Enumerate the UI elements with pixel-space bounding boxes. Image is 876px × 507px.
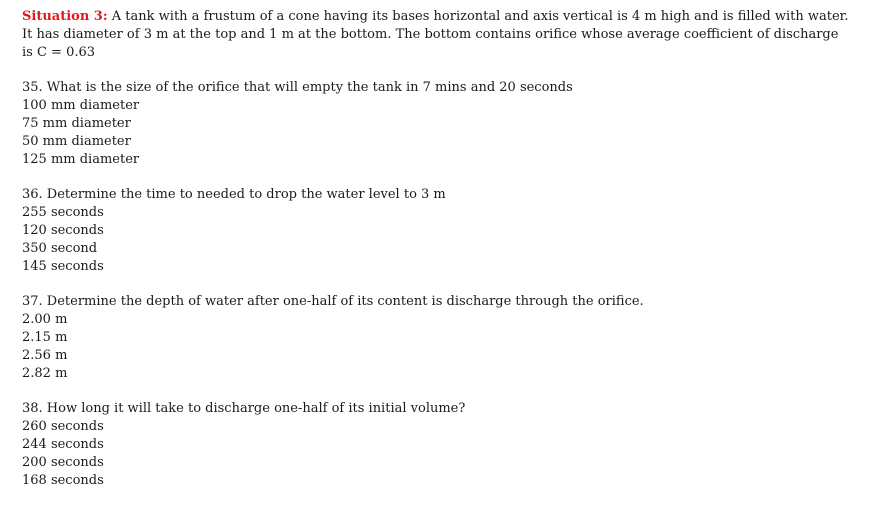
situation-text: A tank with a frustum of a cone having its bases horizontal and axis vertical is 4 m high and is filled with water. It has diameter of 3 m at the top and 1 m at the bottom. The bottom contains orifice whose average coefficient of discharge is C = 0.63 bbox=[22, 9, 849, 60]
choice-c: 350 second bbox=[22, 241, 98, 256]
choice-b: 244 seconds bbox=[22, 437, 104, 452]
question-text: 37. Determine the depth of water after one-half of its content is discharge through the orifice. bbox=[22, 294, 644, 309]
choice-b: 120 seconds bbox=[22, 223, 104, 238]
question-text: 36. Determine the time to needed to drop the water level to 3 m bbox=[22, 187, 446, 202]
question-text: 38. How long it will take to discharge one-half of its initial volume? bbox=[22, 401, 466, 416]
choice-a: 100 mm diameter bbox=[22, 98, 140, 113]
choice-b: 75 mm diameter bbox=[22, 116, 131, 131]
question-35 bbox=[22, 79, 852, 169]
choice-list bbox=[22, 204, 852, 276]
choice-c: 2.56 m bbox=[22, 348, 68, 363]
choice-list bbox=[22, 418, 852, 490]
choice-a: 255 seconds bbox=[22, 205, 104, 220]
choice-d: 125 mm diameter bbox=[22, 152, 140, 167]
question-36 bbox=[22, 186, 852, 276]
choice-a: 2.00 m bbox=[22, 312, 68, 327]
choice-list bbox=[22, 311, 852, 383]
question-text: 35. What is the size of the orifice that will empty the tank in 7 mins and 20 seconds bbox=[22, 80, 573, 95]
situation-label: Situation 3: bbox=[22, 9, 108, 24]
choice-b: 2.15 m bbox=[22, 330, 68, 345]
choice-c: 50 mm diameter bbox=[22, 134, 131, 149]
question-38 bbox=[22, 400, 852, 490]
question-37 bbox=[22, 293, 852, 383]
choice-d: 145 seconds bbox=[22, 259, 104, 274]
choice-d: 168 seconds bbox=[22, 473, 104, 488]
choice-d: 2.82 m bbox=[22, 366, 68, 381]
choice-list bbox=[22, 97, 852, 169]
choice-a: 260 seconds bbox=[22, 419, 104, 434]
choice-c: 200 seconds bbox=[22, 455, 104, 470]
document bbox=[22, 8, 852, 507]
situation-paragraph bbox=[22, 8, 852, 62]
